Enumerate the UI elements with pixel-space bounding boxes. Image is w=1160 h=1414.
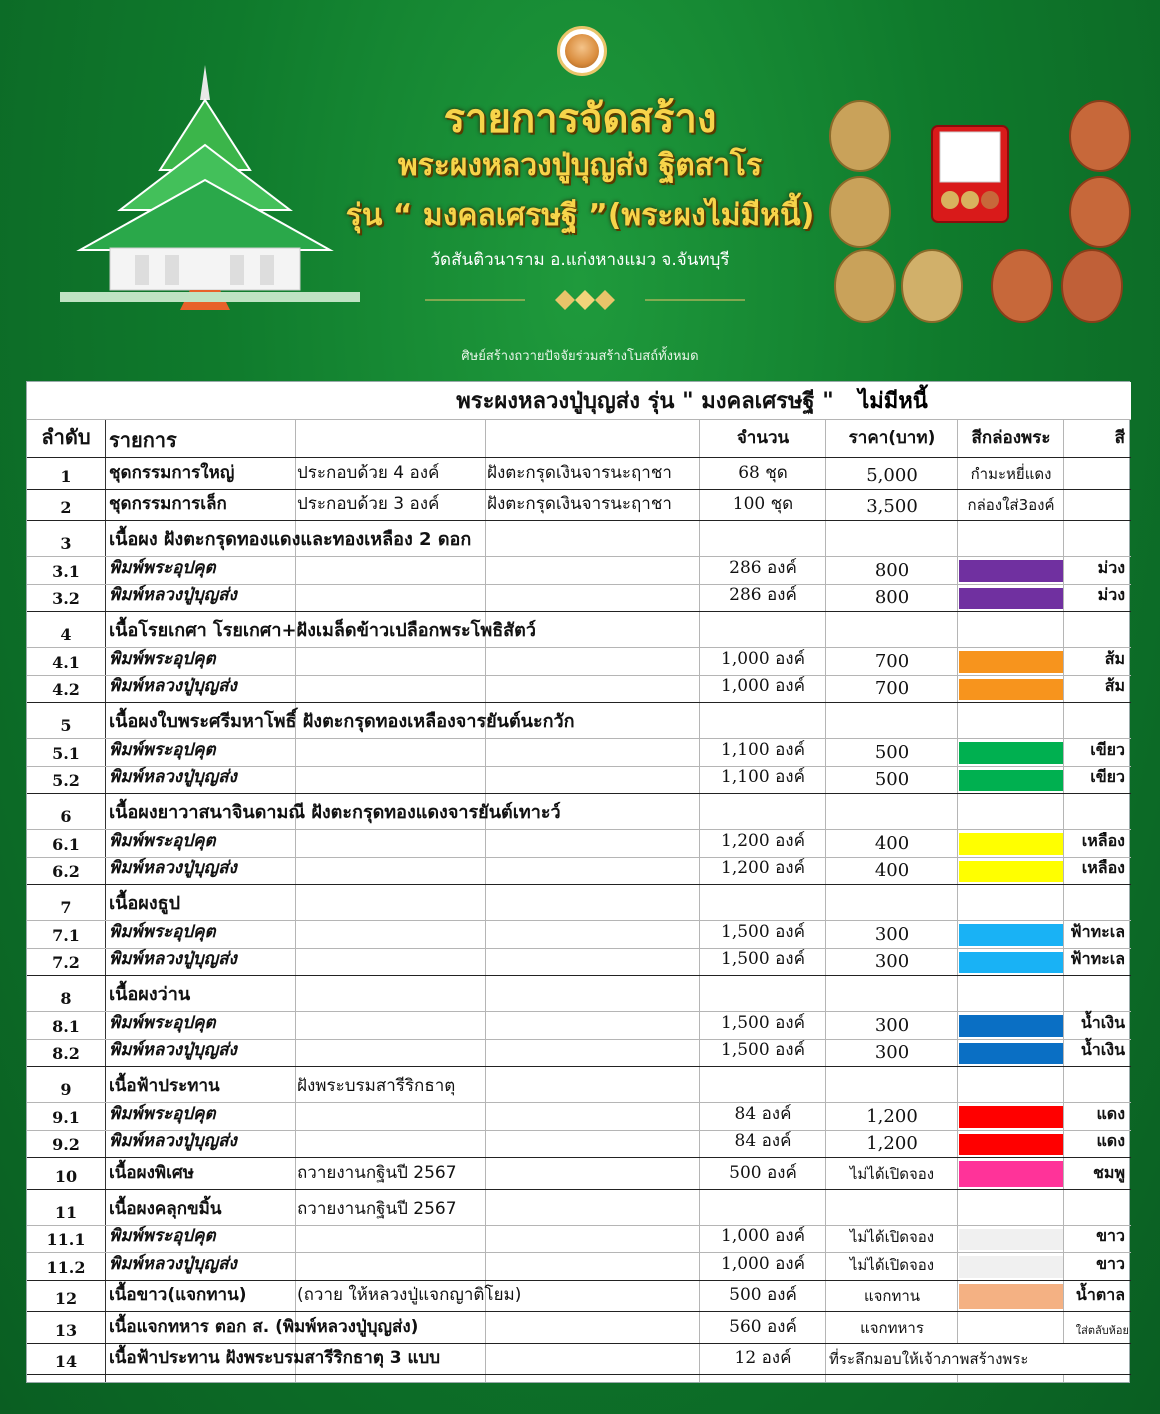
row-quantity: 84 องค์ [734,1131,792,1151]
row-quantity: 1,000 องค์ [721,676,805,696]
row-quantity: 500 องค์ [729,1285,797,1305]
row-item: เนื้อผงว่าน [109,984,191,1005]
box-color-swatch [959,833,1063,855]
table-row [27,1312,1131,1344]
row-item: พิมพ์พระอุปคุต [109,1103,216,1124]
row-number: 9.2 [52,1135,80,1154]
row-item: พิมพ์พระอุปคุต [109,648,216,669]
row-number: 4 [60,625,72,644]
row-color-name: น้ำเงิน [1080,1012,1125,1032]
row-item: พิมพ์หลวงปู่บุญส่ง [109,858,237,878]
row-number: 14 [54,1352,78,1371]
row-number: 3.1 [52,561,80,581]
header-item: รายการ [109,428,177,452]
box-color-swatch [959,1256,1063,1278]
row-number: 7.2 [52,953,80,972]
table-title-note: ไม่มีหนี้ [858,388,928,414]
box-color-swatch [959,861,1063,883]
row-color-name: เขียว [1090,767,1125,786]
row-price: ไม่ได้เปิดจอง [849,1228,935,1246]
row-number: 3.2 [52,589,80,608]
box-color-swatch [959,588,1063,610]
row-price: แจกทหาร [860,1318,924,1337]
box-color-swatch [959,679,1063,701]
row-quantity: 1,000 องค์ [721,1226,805,1246]
row-description: ฝังตะกรุดเงินจารนะฤาชา [487,494,672,514]
row-item: พิมพ์หลวงปู่บุญส่ง [109,1040,237,1060]
table-row [27,458,1131,490]
row-price: 700 [874,678,910,699]
row-detail: ถวายงานกฐินปี 2567 [297,1162,457,1183]
box-color-swatch [959,1229,1063,1251]
row-number: 6 [60,807,72,826]
row-number: 8.1 [52,1016,80,1036]
box-color-swatch [959,1161,1063,1187]
row-number: 7 [60,898,72,917]
table-title-row [27,382,1131,420]
row-quantity: 286 องค์ [729,557,797,578]
table-row [27,490,1131,522]
row-quantity: 1,000 องค์ [721,648,805,669]
table-row [27,794,1131,830]
row-item: พิมพ์หลวงปู่บุญส่ง [109,1253,237,1274]
row-detail: ประกอบด้วย 3 องค์ [297,494,440,514]
row-color-name: ม่วง [1097,557,1125,577]
row-item: พิมพ์พระอุปคุต [109,921,216,942]
row-price: 800 [874,587,910,608]
row-box-color: กำมะหยี่แดง [970,464,1052,483]
row-item: ชุดกรรมการใหญ่ [109,462,235,483]
row-quantity: 286 องค์ [729,585,797,605]
row-number: 2 [60,498,72,517]
row-quantity: 500 องค์ [729,1162,797,1183]
row-item: พิมพ์พระอุปคุต [109,739,216,760]
table-title: พระผงหลวงปู่บุญส่ง รุ่น " มงคลเศรษฐี " [456,388,834,414]
box-color-swatch [959,1043,1063,1065]
row-item: เนื้อขาว(แจกทาน) [109,1285,247,1305]
row-quantity: 1,500 องค์ [721,921,805,942]
row-color-name: ขาว [1096,1226,1125,1245]
header-qty: จำนวน [736,427,790,448]
row-price: 3,500 [866,496,918,517]
row-item: เนื้อผงยาวาสนาจินดามณี ฝังตะกรุดทองแดงจารยันต์เทาะว์ [109,802,561,823]
table-row [27,703,1131,739]
table-row [27,1131,1131,1159]
row-price: 500 [874,741,910,763]
row-item: พิมพ์พระอุปคุต [109,1012,216,1033]
row-item: ชุดกรรมการเล็ก [109,494,227,514]
row-price: แจกทาน [863,1287,921,1305]
row-quantity: 1,500 องค์ [721,1012,805,1033]
row-color-name: ฟ้าทะเล [1070,921,1125,941]
row-color-name: เหลือง [1081,858,1125,877]
row-color-name: ส้ม [1104,676,1125,695]
row-color-name: ขาว [1096,1253,1125,1273]
row-number: 7.1 [52,925,80,945]
row-item: พิมพ์พระอุปคุต [109,557,216,578]
row-price: 400 [874,860,910,881]
table-row [27,1344,1131,1376]
row-description: ฝังตะกรุดเงินจารนะฤาชา [487,462,672,483]
row-price: 400 [874,832,910,854]
row-color-name: แดง [1096,1131,1125,1150]
ornament-divider [425,287,745,313]
header-no: ลำดับ [41,425,91,449]
row-price: 300 [874,1042,910,1063]
row-number: 4.2 [52,680,80,699]
row-number: 11 [54,1202,78,1222]
row-item: เนื้อผงธูป [109,893,181,914]
table-row [27,949,1131,977]
row-box-color: กล่องใส่3องค์ [967,496,1055,514]
row-number: 6.2 [52,862,80,881]
amulet-photos [830,96,1130,328]
row-number: 3 [60,534,72,553]
row-detail: (ถวาย ให้หลวงปู่แจกญาติโยม) [297,1285,522,1305]
row-item: เนื้อฟ้าประทาน [109,1076,220,1096]
row-quantity: 1,200 องค์ [721,830,805,851]
table-header-row [27,420,1131,458]
header-price: ราคา(บาท) [848,427,936,448]
row-item: พิมพ์หลวงปู่บุญส่ง [109,1131,237,1151]
row-detail: ประกอบด้วย 4 องค์ [297,462,440,483]
row-price: 1,200 [866,1105,918,1127]
row-number: 8.2 [52,1044,80,1063]
row-quantity: 1,200 องค์ [721,858,805,878]
box-color-swatch [959,1284,1063,1310]
box-color-swatch [959,651,1063,673]
monk-emblem [557,26,607,76]
row-number: 6.1 [52,834,80,854]
table-row [27,1040,1131,1068]
table-row [27,585,1131,613]
table-row [27,1158,1131,1190]
row-price: 300 [874,951,910,972]
row-price: 5,000 [866,464,918,486]
row-color-name: ฟ้าทะเล [1070,949,1125,968]
row-number: 11.1 [46,1230,86,1249]
row-number: 5.1 [52,743,80,763]
row-number: 8 [60,989,72,1008]
row-price: 800 [874,559,910,581]
temple-location: วัดสันติวนาราม อ.แก่งหางแมว จ.จันทบุรี [430,250,730,270]
row-item: พิมพ์พระอุปคุต [109,1226,216,1246]
row-price: ไม่ได้เปิดจอง [849,1164,935,1183]
row-item: เนื้อผงคลุกขมิ้น [109,1198,222,1219]
box-color-swatch [959,742,1063,764]
row-quantity: 1,100 องค์ [721,739,805,760]
row-item: พิมพ์หลวงปู่บุญส่ง [109,585,237,605]
row-item: เนื้อผง ฝังตะกรุดทองแดงและทองเหลือง 2 ดอก [109,529,472,550]
row-number: 12 [54,1289,78,1308]
row-number: 5 [60,716,72,735]
row-number: 9 [60,1080,72,1099]
table-row [27,612,1131,648]
box-color-swatch [959,770,1063,792]
table-row [27,976,1131,1012]
box-color-swatch [959,1015,1063,1037]
row-quantity: 100 ชุด [732,494,794,514]
table-row [27,521,1131,557]
price-table [26,381,1130,1383]
row-item: เนื้อแจกทหาร ตอก ส. (พิมพ์หลวงปู่บุญส่ง) [109,1316,419,1337]
row-quantity: 68 ชุด [738,462,788,483]
row-item: พิมพ์หลวงปู่บุญส่ง [109,767,237,787]
row-color-name: ชมพู [1093,1162,1125,1182]
row-price: 700 [874,650,910,672]
row-color-name: เขียว [1090,739,1125,759]
row-price: ที่ระลึกมอบให้เจ้าภาพสร้างพระ [827,1344,1127,1375]
row-quantity: 12 องค์ [734,1348,792,1368]
row-price: 300 [874,1014,910,1036]
row-number: 4.1 [52,652,80,672]
row-number: 5.2 [52,771,80,790]
row-quantity: 1,100 องค์ [721,767,805,787]
row-quantity: 84 องค์ [734,1103,792,1124]
row-color-name: ส้ม [1104,648,1125,668]
row-price: 300 [874,923,910,945]
box-color-swatch [959,952,1063,974]
series-title: รุ่น “ มงคลเศรษฐี ”(พระผงไม่มีหนี้) [345,198,815,233]
row-number: 9.1 [52,1107,80,1127]
amulet-title: พระผงหลวงปู่บุญส่ง ฐิตสาโร [397,148,763,183]
row-item: พิมพ์พระอุปคุต [109,830,216,851]
table-row [27,1067,1131,1103]
row-number: 1 [60,466,72,486]
row-item: เนื้อโรยเกศา โรยเกศา+ฝังเมล็ดข้าวเปลือกพระโพธิสัตว์ [109,620,536,641]
row-color-name: แดง [1096,1103,1125,1123]
row-quantity: 1,500 องค์ [721,1040,805,1060]
row-item: เนื้อฟ้าประทาน ฝังพระบรมสารีริกธาตุ 3 แบบ [109,1348,441,1368]
table-row [27,858,1131,886]
box-color-swatch [959,1134,1063,1156]
row-number: 10 [54,1166,78,1186]
row-item: พิมพ์หลวงปู่บุญส่ง [109,676,237,696]
row-detail: ถวายงานกฐินปี 2567 [297,1198,457,1219]
table-row [27,676,1131,704]
row-item: เนื้อผงใบพระศรีมหาโพธิ์ ฝังตะกรุดทองเหลืองจารยันต์นะกวัก [109,711,575,732]
row-color-name: น้ำเงิน [1080,1040,1125,1059]
box-color-swatch [959,924,1063,946]
table-row [27,1281,1131,1313]
table-row [27,885,1131,921]
table-row [27,767,1131,795]
box-color-swatch [959,560,1063,582]
row-color-name: น้ำตาล [1075,1285,1125,1304]
row-item: พิมพ์หลวงปู่บุญส่ง [109,949,237,969]
row-quantity: 1,500 องค์ [721,949,805,969]
row-color-name: ม่วง [1097,585,1125,604]
row-number: 11.2 [46,1257,86,1277]
row-price: 500 [874,769,910,790]
main-title: รายการจัดสร้าง [443,96,717,142]
box-color-swatch [959,1106,1063,1128]
row-item: เนื้อผงพิเศษ [109,1162,194,1183]
table-row [27,1253,1131,1281]
row-quantity: 1,000 องค์ [721,1253,805,1274]
header-box-color: สีกล่องพระ [971,427,1051,448]
row-color-name: เหลือง [1081,830,1125,850]
row-color-name: ใส่ตลับห้อย [1075,1323,1129,1337]
table-row [27,1190,1131,1226]
row-detail: ฝังพระบรมสารีริกธาตุ [297,1076,456,1096]
row-price: 1,200 [866,1133,918,1154]
row-quantity: 560 องค์ [729,1316,797,1337]
row-price: ไม่ได้เปิดจอง [849,1255,935,1274]
donation-note: ศิษย์สร้างถวายปัจจัยร่วมสร้างโบสถ์ทั้งหมด [461,349,699,364]
row-number: 13 [54,1320,78,1340]
header-color: สี [1114,427,1125,448]
